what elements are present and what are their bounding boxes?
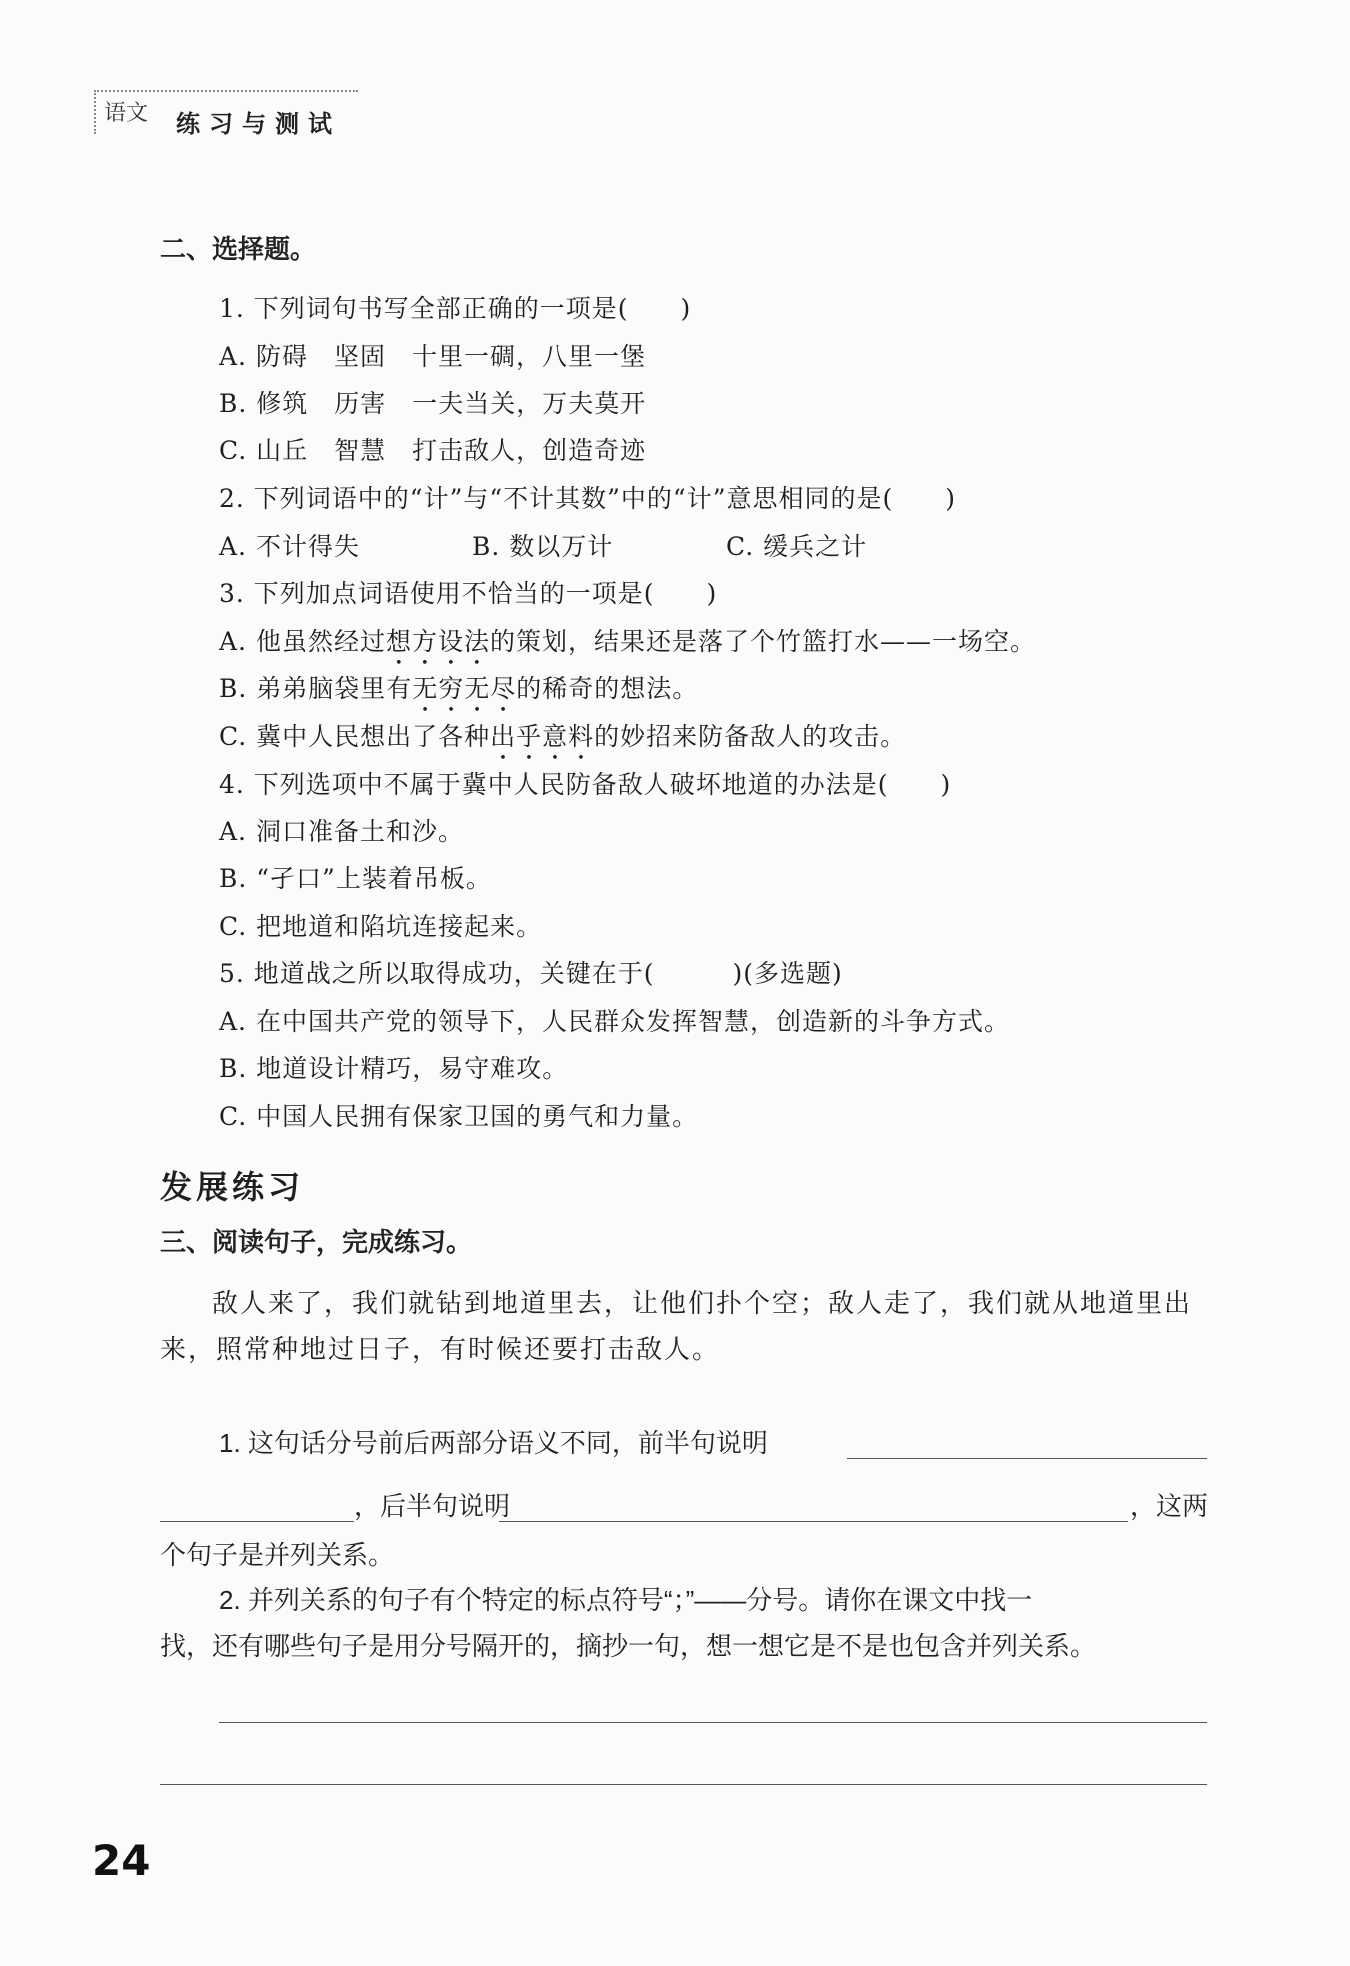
question-3-option-b	[219, 671, 698, 718]
exercise-2-line-2: 找，还有哪些句子是用分号隔开的，摘抄一句，想一想它是不是也包含并列关系。	[160, 1631, 1097, 1661]
question-5-option-a: A. 在中国共产党的领导下，人民群众发挥智慧，创造新的斗争方式。	[219, 1007, 1010, 1036]
question-5-stem: 5. 地道战之所以取得成功，关键在于( )(多选题)	[219, 959, 843, 988]
question-2-option-a: A. 不计得失	[219, 532, 360, 561]
option-text: 的稀奇的想法。	[516, 674, 699, 703]
option-text: B. 弟弟脑袋里有	[219, 674, 413, 703]
answer-blank-2[interactable]	[160, 1521, 354, 1522]
question-5-option-b: B. 地道设计精巧，易守难攻。	[219, 1054, 569, 1083]
question-1-stem: 1. 下列词句书写全部正确的一项是( )	[219, 294, 692, 323]
book-title: 练习与测试	[176, 110, 341, 138]
section-title-development: 发展练习	[160, 1168, 305, 1206]
question-1-option-b: B. 修筑 历害 一夫当关，万夫莫开	[219, 389, 647, 418]
question-4-option-b: B. “孑口”上装着吊板。	[219, 864, 492, 893]
answer-line-2[interactable]	[160, 1784, 1207, 1785]
answer-line-1[interactable]	[219, 1722, 1207, 1723]
exercise-2-line-1: 2. 并列关系的句子有个特定的标点符号“；”——分号。请你在课文中找一	[219, 1585, 1033, 1615]
answer-blank-1[interactable]	[847, 1458, 1207, 1459]
dotted-word: 无穷无尽	[412, 674, 517, 703]
reading-passage: 敌人来了，我们就钻到地道里去，让他们扑个空；敌人走了，我们就从地道里出来，照常种地过日子，有时候还要打击敌人。	[160, 1289, 1193, 1365]
option-text: C. 冀中人民想出了各种	[219, 722, 491, 751]
page-header	[94, 90, 358, 138]
question-1-option-c: C. 山丘 智慧 打击敌人，创造奇迹	[219, 436, 647, 465]
dotted-word: 出乎意料	[490, 722, 595, 751]
section-heading-reading: 三、阅读句子，完成练习。	[160, 1228, 473, 1258]
question-4-stem: 4. 下列选项中不属于冀中人民防备敌人破坏地道的办法是( )	[219, 770, 952, 799]
exercise-1-line-3: 个句子是并列关系。	[160, 1540, 395, 1570]
option-text: 的妙招来防备敌人的攻击。	[594, 722, 907, 751]
question-5-option-c: C. 中国人民拥有保家卫国的勇气和力量。	[219, 1102, 699, 1131]
exercise-1-line-2a: ，后半句说明	[354, 1491, 511, 1521]
question-3-stem: 3. 下列加点词语使用不恰当的一项是( )	[219, 579, 718, 608]
question-2-stem: 2. 下列词语中的“计”与“不计其数”中的“计”意思相同的是( )	[219, 484, 956, 513]
question-2-option-c: C. 缓兵之计	[726, 532, 868, 561]
question-3-option-c	[219, 719, 906, 766]
exercise-1-line-2b: ，这两	[1130, 1491, 1209, 1521]
question-1-option-a: A. 防碍 坚固 十里一碉，八里一堡	[219, 342, 646, 371]
question-2-option-b: B. 数以万计	[472, 532, 614, 561]
subject-label: 语文	[104, 101, 149, 126]
answer-blank-3[interactable]	[499, 1521, 1128, 1522]
option-text: A. 他虽然经过	[219, 627, 386, 656]
page-number: 24	[92, 1836, 151, 1885]
option-text: 的策划，结果还是落了个竹篮打水——一场空。	[489, 627, 1036, 656]
question-4-option-a: A. 洞口准备土和沙。	[219, 817, 464, 846]
section-heading-choice: 二、选择题。	[160, 235, 317, 265]
exercise-1-line-1: 1. 这句话分号前后两部分语义不同，前半句说明	[219, 1428, 768, 1458]
question-4-option-c: C. 把地道和陷坑连接起来。	[219, 912, 543, 941]
question-3-option-a	[219, 624, 1036, 671]
dotted-word: 想方设法	[385, 627, 490, 656]
